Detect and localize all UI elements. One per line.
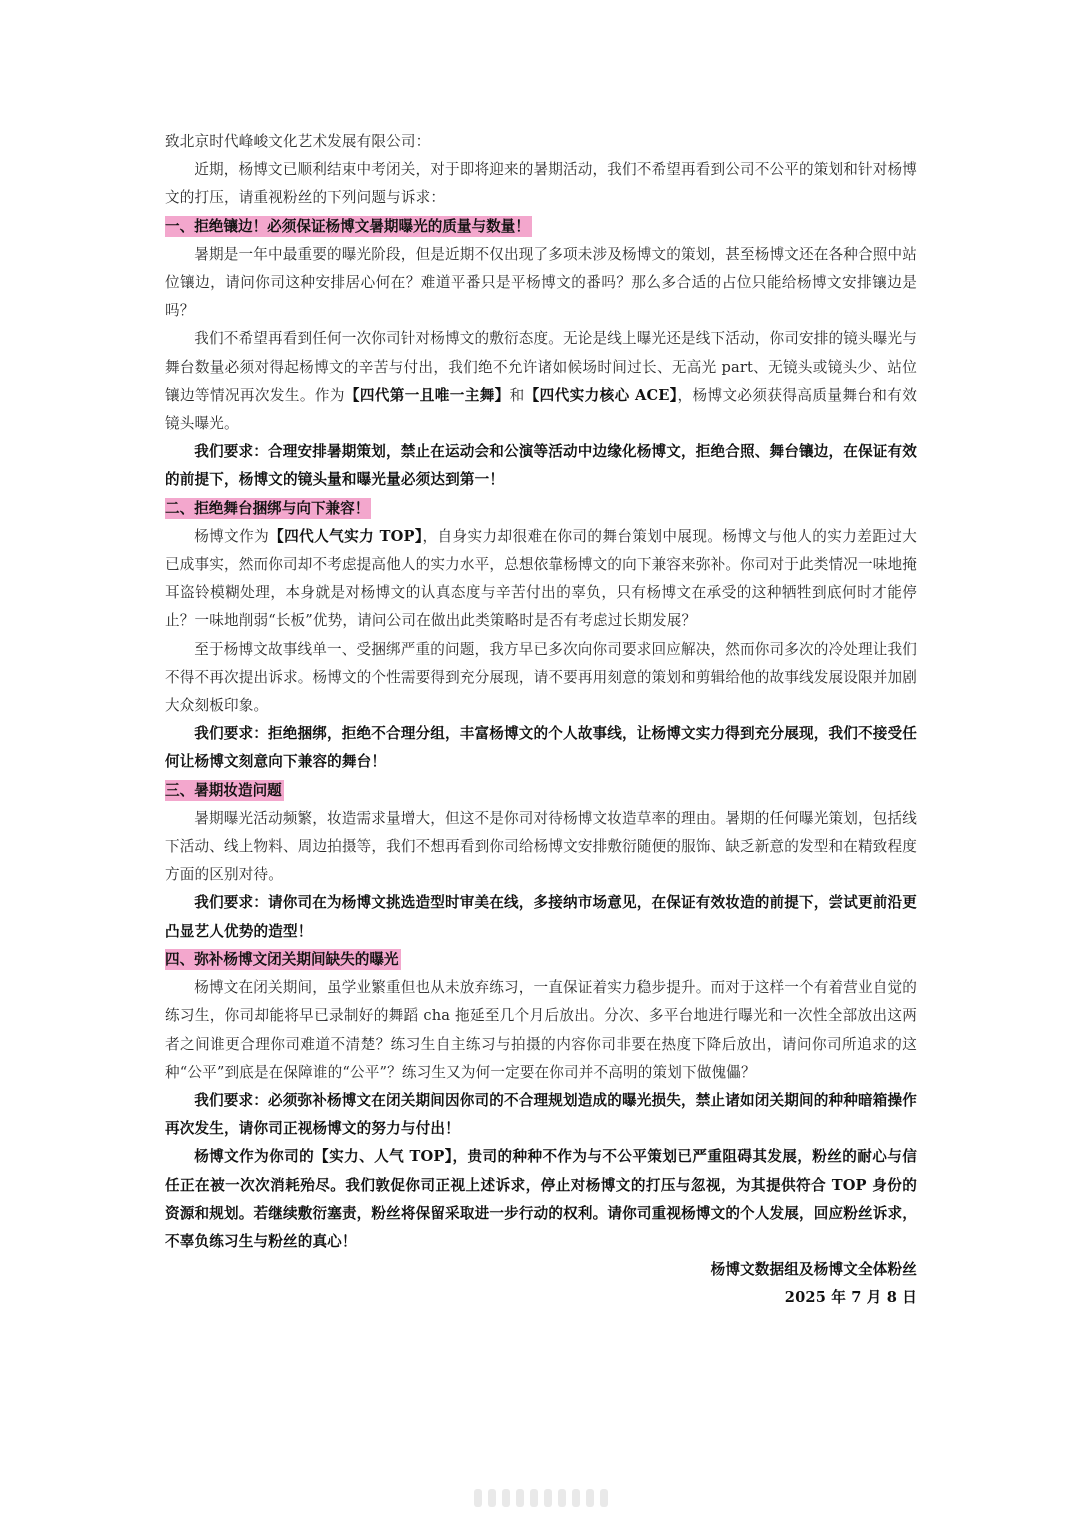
s1-p2-text-e: ，杨博文必须获得高质量舞台和有效镜头曝光。: [165, 386, 918, 433]
section-2-demand: 我们要求：拒绝捆绑，拒绝不合理分组，丰富杨博文的个人故事线，让杨博文实力得到充分展现，我们不接受任何让杨博文刻意向下兼容的舞台！: [165, 725, 917, 771]
signature: 杨博文数据组及杨博文全体粉丝: [710, 1261, 917, 1279]
section-3-paragraph-1: 暑期曝光活动频繁，妆造需求量增大，但这不是你司对待杨博文妆造草率的理由。暑期的任何曝光策划，包括线下活动、线上物料、周边拍摄等，我们不想再看到你司给杨博文安排敷衍随便的服饰、缺乏新意的发型和在精致程度方面的区别对待。: [165, 809, 917, 884]
section-3-demand: 我们要求：请你司在为杨博文挑选造型时审美在线，多接纳市场意见，在保证有效妆造的前提下，尝试更前沿更凸显艺人优势的造型！: [165, 894, 917, 940]
watermark-bar: [516, 1489, 524, 1507]
section-1-heading: [165, 213, 917, 241]
section-3-heading: [165, 777, 917, 805]
s1-p2-text-c: 和: [509, 386, 525, 404]
s2-p1-text-c: ，自身实力却很难在你司的舞台策划中展现。杨博文与他人的实力差距过大已成事实，然而你司却不考虑提高他人的实力水平，总想依靠杨博文的向下兼容来弥补。你司对于此类情况一味地掩耳盗铃模糊处理，本身就是对杨博文的认真态度与辛苦付出的辜负，只有杨博文在承受的这种牺牲到底何时才能停止？一味地削弱“长板”优势，请问公司在做出此类策略时是否有考虑过长期发展？: [165, 527, 917, 630]
watermark-bar: [502, 1489, 510, 1507]
watermark-bar: [544, 1489, 552, 1507]
section-2-paragraph-2: 至于杨博文故事线单一、受捆绑严重的问题，我方早已多次向你司要求回应解决，然而你司多次的冷处理让我们不得不再次提出诉求。杨博文的个性需要得到充分展现，请不要再用刻意的策划和剪辑给他的故事线发展设限并加剧大众刻板印象。: [165, 640, 917, 715]
watermark-icon: [466, 1485, 616, 1511]
section-1-demand: 我们要求：合理安排暑期策划，禁止在运动会和公演等活动中边缘化杨博文，拒绝合照、舞台镶边，在保证有效的前提下，杨博文的镜头量和曝光量必须达到第一！: [165, 443, 917, 489]
section-1-heading-text: 一、拒绝镶边！必须保证杨博文暑期曝光的质量与数量！: [165, 217, 530, 235]
letter-document: [165, 128, 917, 1313]
section-4-heading: [165, 946, 917, 974]
section-4-paragraph-1: 杨博文在闭关期间，虽学业繁重但也从未放弃练习，一直保证着实力稳步提升。而对于这样一个有着营业自觉的练习生，你司却能将早已录制好的舞蹈 cha 拖延至几个月后放出。分次、多平台地进行曝光和一次性全部放出这两者之间谁更合理你司难道不清楚？练习生自主练习与拍摄的内容你司非要在热度下降后放出，请问你司所追求的这种“公平”到底是在保障谁的“公平”？练习生又为何一定要在你司并不高明的策划下做傀儡？: [165, 979, 917, 1081]
watermark-bar: [586, 1489, 594, 1507]
s1-p2-title-b: 【四代实力核心 ACE】: [524, 386, 678, 404]
section-1-paragraph-2: [165, 325, 917, 438]
watermark-bar: [530, 1489, 538, 1507]
closing-paragraph: 杨博文作为你司的【实力、人气 TOP】，贵司的种种不作为与不公平策划已严重阻碍其发展，粉丝的耐心与信任正在被一次次消耗殆尽。我们敦促你司正视上述诉求，停止对杨博文的打压与忽视，为其提供符合 TOP 身份的资源和规划。若继续敷衍塞责，粉丝将保留采取进一步行动的权利。请你司重视杨博文的个人发展，回应粉丝诉求，不辜负练习生与粉丝的真心！: [165, 1148, 917, 1250]
s1-p2-text-a: 我们不希望再看到任何一次你司针对杨博文的敷衍态度。无论是线上曝光还是线下活动，你司安排的镜头曝光与舞台数量必须对得起杨博文的辛苦与付出，我们绝不允许诸如候场时间过长、无高光 part、无镜头或镜头少、站位镶边等情况再次发生。作为: [165, 330, 917, 404]
watermark-bar: [572, 1489, 580, 1507]
s2-p1-title: 【四代人气实力 TOP】: [269, 527, 423, 545]
watermark-bar: [488, 1489, 496, 1507]
section-2-paragraph-1: [165, 523, 917, 636]
section-2-heading-text: 二、拒绝舞台捆绑与向下兼容！: [165, 499, 370, 517]
watermark-bar: [474, 1489, 482, 1507]
watermark-bar: [600, 1489, 608, 1507]
s2-p1-text-a: 杨博文作为: [194, 527, 270, 545]
section-2-heading: [165, 495, 917, 523]
section-4-demand: 我们要求：必须弥补杨博文在闭关期间因你司的不合理规划造成的曝光损失，禁止诸如闭关期间的种种暗箱操作再次发生，请你司正视杨博文的努力与付出！: [165, 1091, 917, 1138]
watermark-bar: [558, 1489, 566, 1507]
salutation: 致北京时代峰峻文化艺术发展有限公司：: [165, 133, 431, 150]
section-3-heading-text: 三、暑期妆造问题: [165, 781, 282, 799]
section-4-heading-text: 四、弥补杨博文闭关期间缺失的曝光: [165, 950, 399, 968]
date: 2025 年 7 月 8 日: [784, 1289, 917, 1307]
s1-p2-title-a: 【四代第一且唯一主舞】: [344, 386, 510, 404]
section-1-paragraph-1: 暑期是一年中最重要的曝光阶段，但是近期不仅出现了多项未涉及杨博文的策划，甚至杨博文还在各种合照中站位镶边，请问你司这种安排居心何在？难道平番只是平杨博文的番吗？那么多合适的占位只能给杨博文安排镶边是吗？: [165, 245, 917, 320]
intro-paragraph: 近期，杨博文已顺利结束中考闭关，对于即将迎来的暑期活动，我们不希望再看到公司不公平的策划和针对杨博文的打压，请重视粉丝的下列问题与诉求：: [165, 161, 917, 207]
